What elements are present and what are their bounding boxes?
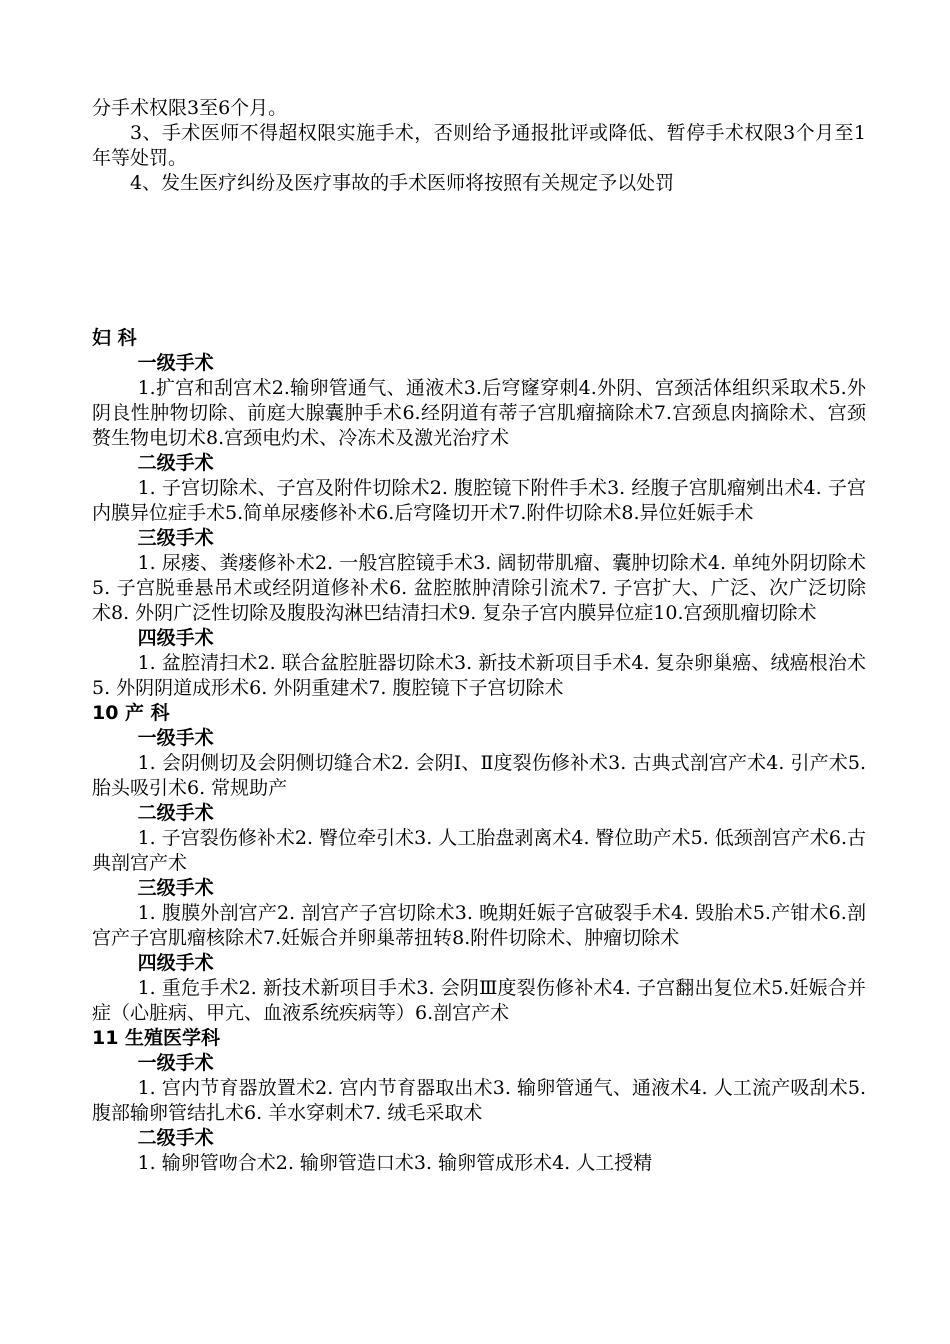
document-page (92, 96, 866, 1176)
surgery-list: 1.扩宫和刮宫术2.输卵管通气、通液术3.后穹窿穿刺4.外阴、宫颈活体组织采取术5.外阴良性肿物切除、前庭大腺囊肿手术6.经阴道有蒂子宫肌瘤摘除术7.宫颈息肉摘除术、宫颈赘生物电切术8.宫颈电灼术、冷冻术及激光治疗术 (92, 377, 866, 449)
surgery-list: 1. 输卵管吻合术2. 输卵管造口术3. 输卵管成形术4. 人工授精 (137, 1152, 653, 1174)
level-heading: 一级手术 (137, 352, 214, 374)
surgery-list: 1. 子宫裂伤修补术2. 臀位牵引术3. 人工胎盘剥离术4. 臀位助产术5. 低颈剖宫产术6.古典剖宫产术 (92, 827, 866, 874)
department-reproductive-medicine (92, 1026, 866, 1176)
level-heading: 三级手术 (137, 877, 214, 899)
department-title: 10 产 科 (92, 702, 170, 724)
surgery-list: 1. 腹膜外剖宫产2. 剖宫产子宫切除术3. 晚期妊娠子宫破裂手术4. 毁胎术5.产钳术6.剖宫产子宫肌瘤核除术7.妊娠合并卵巢蒂扭转8.附件切除术、肿瘤切除术 (92, 902, 866, 949)
level-heading: 二级手术 (137, 1127, 214, 1149)
surgery-list: 1. 会阴侧切及会阴侧切缝合术2. 会阴Ⅰ、Ⅱ度裂伤修补术3. 古典式剖宫产术4. 引产术5. 胎头吸引术6. 常规助产 (92, 752, 866, 799)
surgery-list: 1. 子宫切除术、子宫及附件切除术2. 腹腔镜下附件手术3. 经腹子宫肌瘤剜出术4. 子宫内膜异位症手术5.简单尿瘘修补术6.后穹隆切开术7.附件切除术8.异位妊娠手术 (92, 477, 866, 524)
blank-space (92, 196, 866, 326)
intro-paragraph-1: 分手术权限3至6个月。 (92, 97, 288, 119)
department-gynecology (92, 326, 866, 701)
level-heading: 四级手术 (137, 627, 214, 649)
level-heading: 二级手术 (137, 452, 214, 474)
level-heading: 二级手术 (137, 802, 214, 824)
surgery-list: 1. 盆腔清扫术2. 联合盆腔脏器切除术3. 新技术新项目手术4. 复杂卵巢癌、绒癌根治术5. 外阴阴道成形术6. 外阴重建术7. 腹腔镜下子宫切除术 (92, 652, 866, 699)
surgery-list: 1. 宫内节育器放置术2. 宫内节育器取出术3. 输卵管通气、通液术4. 人工流产吸刮术5. 腹部输卵管结扎术6. 羊水穿刺术7. 绒毛采取术 (92, 1077, 866, 1124)
department-obstetrics (92, 701, 866, 1026)
intro-paragraph-3: 4、发生医疗纠纷及医疗事故的手术医师将按照有关规定予以处罚 (130, 172, 675, 194)
intro-paragraph-2: 3、手术医师不得超权限实施手术，否则给予通报批评或降低、暂停手术权限3个月至1年等处罚。 (92, 122, 866, 169)
surgery-list: 1. 重危手术2. 新技术新项目手术3. 会阴Ⅲ度裂伤修补术4. 子宫翻出复位术5.妊娠合并症（心脏病、甲亢、血液系统疾病等）6.剖宫产术 (92, 977, 866, 1024)
level-heading: 一级手术 (137, 1052, 214, 1074)
level-heading: 一级手术 (137, 727, 214, 749)
level-heading: 三级手术 (137, 527, 214, 549)
department-title: 11 生殖医学科 (92, 1027, 221, 1049)
level-heading: 四级手术 (137, 952, 214, 974)
surgery-list: 1. 尿瘘、粪瘘修补术2. 一般宫腔镜手术3. 阔韧带肌瘤、囊肿切除术4. 单纯外阴切除术5. 子宫脱垂悬吊术或经阴道修补术6. 盆腔脓肿清除引流术7. 子宫扩大、广泛、次广泛切除术8. 外阴广泛性切除及腹股沟淋巴结清扫术9. 复杂子宫内膜异位症10.宫颈肌瘤切除术 (92, 552, 866, 624)
department-title: 妇 科 (92, 327, 137, 349)
